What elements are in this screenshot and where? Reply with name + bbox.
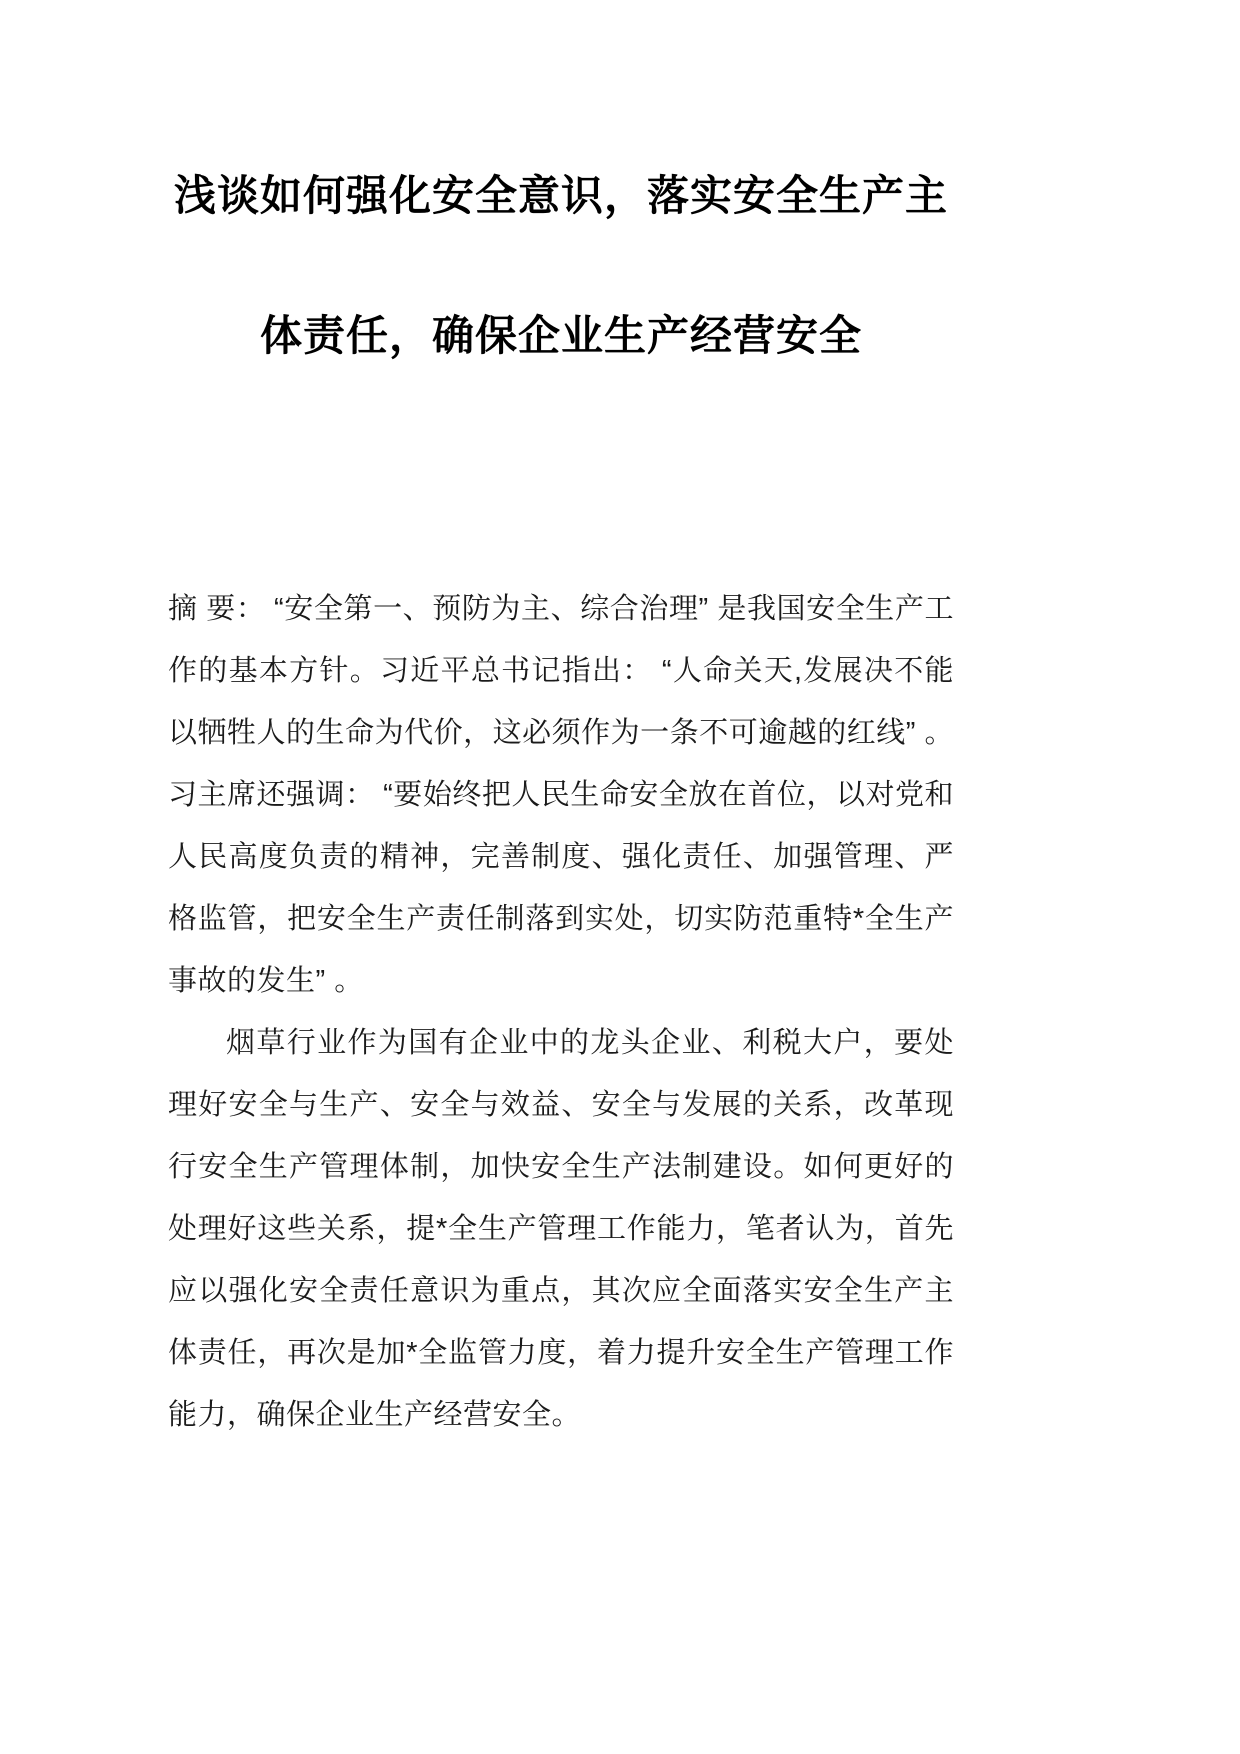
title-line-1: 浅谈如何强化安全意识，落实安全生产主 [173, 172, 948, 219]
document-body [168, 578, 954, 1446]
document-title [168, 168, 954, 364]
paragraph-main: 烟草行业作为国有企业中的龙头企业、利税大户，要处理好安全与生产、安全与效益、安全与发展的关系，改革现行安全生产管理体制，加快安全生产法制建设。如何更好的处理好这些关系，提*全生产管理工作能力，笔者认为，首先应以强化安全责任意识为重点，其次应全面落实安全生产主体责任，再次是加*全监管力度，着力提升安全生产管理工作能力，确保企业生产经营安全。 [168, 1027, 954, 1431]
title-line-2: 体责任，确保企业生产经营安全 [259, 312, 862, 359]
paragraph-abstract: 摘 要： “安全第一、预防为主、综合治理” 是我国安全生产工作的基本方针。习近平总书记指出： “人命关天,发展决不能以牺牲人的生命为代价，这必须作为一条不可逾越的红线” 。习主席还强调： “要始终把人民生命安全放在首位，以对党和人民高度负责的精神，完善制度、强化责任、加强管理、严格监管，把安全生产责任制落到实处，切实防范重特*全生产事故的发生” 。 [168, 593, 954, 997]
